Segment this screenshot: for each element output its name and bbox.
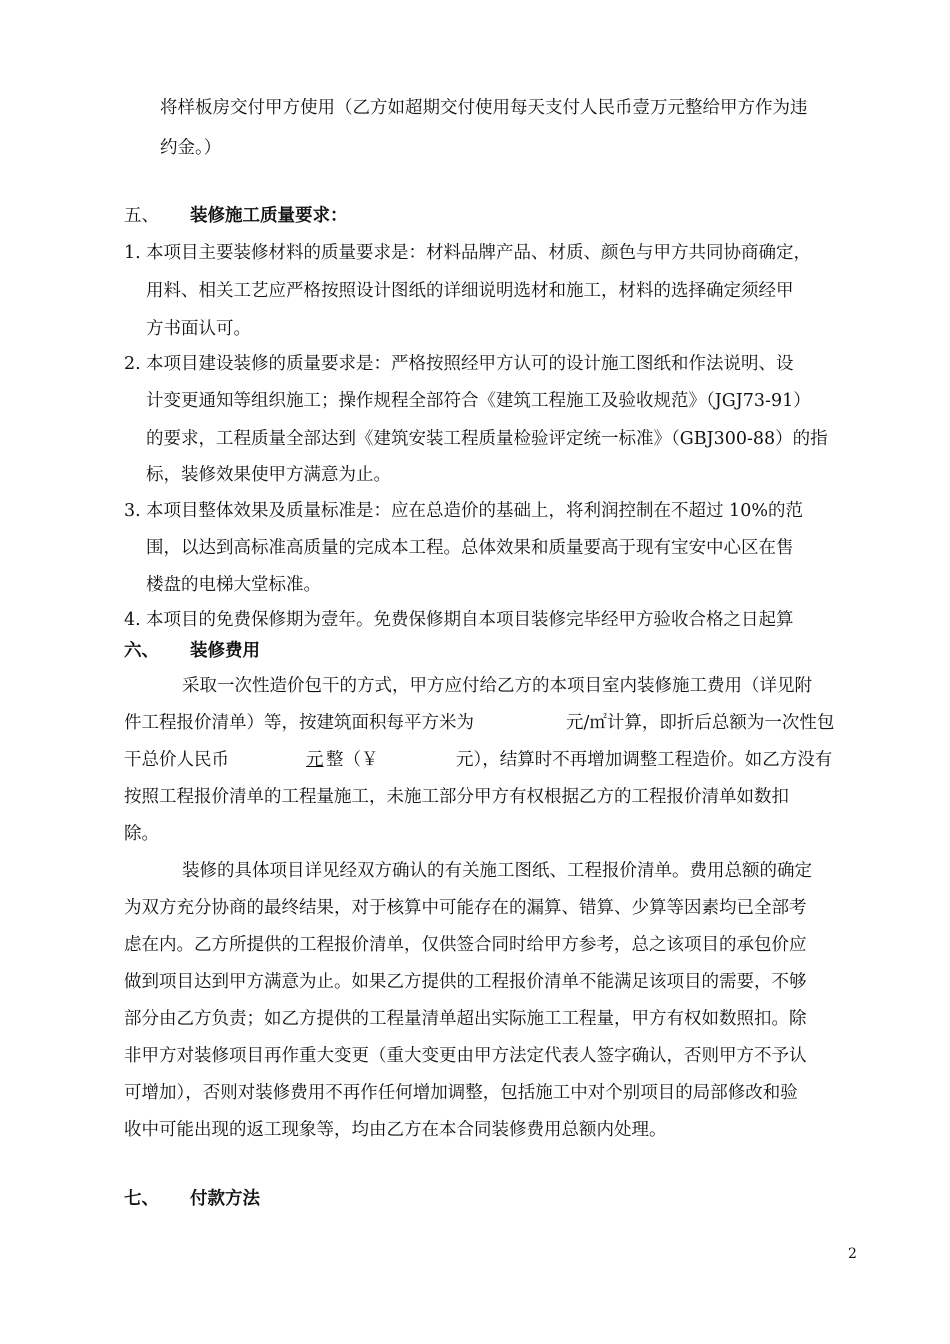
fee-para2-line: 做到项目达到甲方满意为止。如果乙方提供的工程报价清单不能满足该项目的需要，不够 xyxy=(124,972,807,992)
item-2-line: 的要求，工程质量全部达到《建筑安装工程质量检验评定统一标准》（GBJ300-88）的指 xyxy=(146,429,828,449)
fee-para-line: 件工程报价清单）等，按建筑面积每平方米为 xyxy=(124,713,474,733)
fee-para2-line: 非甲方对装修项目再作重大变更（重大变更由甲方法定代表人签字确认，否则甲方不予认 xyxy=(124,1046,807,1066)
fee-para2-line: 部分由乙方负责；如乙方提供的工程量清单超出实际施工工程量，甲方有权如数照扣。除 xyxy=(124,1009,807,1029)
item-1-line: 方书面认可。 xyxy=(146,319,251,339)
fee-para-line: 采取一次性造价包干的方式，甲方应付给乙方的本项目室内装修施工费用（详见附 xyxy=(182,676,812,696)
fee-para2-line: 虑在内。乙方所提供的工程报价清单，仅供签合同时给甲方参考，总之该项目的承包价应 xyxy=(124,935,807,955)
section-7-title: 付款方法 xyxy=(190,1189,260,1209)
fee-para-line: 按照工程报价清单的工程量施工，未施工部分甲方有权根据乙方的工程报价清单如数扣 xyxy=(124,787,789,807)
item-2-line: 计变更通知等组织施工；操作规程全部符合《建筑工程施工及验收规范》（JGJ73-91） xyxy=(146,391,811,411)
fee-para-line: 元/㎡计算，即折后总额为一次性包 xyxy=(566,713,835,733)
page-number: 2 xyxy=(848,1246,857,1262)
fee-para-line: 除。 xyxy=(124,824,159,844)
fee-para2-line: 可增加），否则对装修费用不再作任何增加调整，包括施工中对个别项目的局部修改和验 xyxy=(124,1083,798,1103)
section-6-number: 六、 xyxy=(124,641,159,661)
item-3-line: 围，以达到高标准高质量的完成本工程。总体效果和质量要高于现有宝安中心区在售 xyxy=(146,538,794,558)
item-2-line: 本项目建设装修的质量要求是：严格按照经甲方认可的设计施工图纸和作法说明、设 xyxy=(146,354,794,374)
fee-para2-line: 收中可能出现的返工现象等，均由乙方在本合同装修费用总额内处理。 xyxy=(124,1120,667,1140)
intro-line-1: 将样板房交付甲方使用（乙方如超期交付使用每天支付人民币壹万元整给甲方作为违 xyxy=(160,98,808,118)
item-4-number: 4. xyxy=(124,610,141,630)
item-3-line: 楼盘的电梯大堂标准。 xyxy=(146,575,321,595)
fee-para-underlined-unit: 元 xyxy=(306,750,324,770)
fee-para-line: 整（￥ xyxy=(326,750,379,770)
item-1-line: 用料、相关工艺应严格按照设计图纸的详细说明选材和施工，材料的选择确定须经甲 xyxy=(146,281,794,301)
section-5-number: 五、 xyxy=(124,206,159,226)
section-7-number: 七、 xyxy=(124,1189,159,1209)
item-3-line: 本项目整体效果及质量标准是：应在总造价的基础上，将利润控制在不超过 10%的范 xyxy=(146,501,803,521)
fee-para2-line: 为双方充分协商的最终结果，对于核算中可能存在的漏算、错算、少算等因素均已全部考 xyxy=(124,898,807,918)
section-6-title: 装修费用 xyxy=(190,641,260,661)
item-1-number: 1. xyxy=(124,243,141,263)
intro-line-2: 约金。） xyxy=(160,138,222,158)
item-2-number: 2. xyxy=(124,354,141,374)
section-5-title: 装修施工质量要求： xyxy=(190,206,348,226)
fee-para-line: 干总价人民币 xyxy=(124,750,229,770)
item-3-number: 3. xyxy=(124,501,141,521)
fee-para-line: 元），结算时不再增加调整工程造价。如乙方没有 xyxy=(456,750,833,770)
fee-para2-line: 装修的具体项目详见经双方确认的有关施工图纸、工程报价清单。费用总额的确定 xyxy=(182,861,812,881)
item-2-line: 标，装修效果使甲方满意为止。 xyxy=(146,465,391,485)
item-1-line: 本项目主要装修材料的质量要求是：材料品牌产品、材质、颜色与甲方共同协商确定， xyxy=(146,243,811,263)
item-4-line: 本项目的免费保修期为壹年。免费保修期自本项目装修完毕经甲方验收合格之日起算 xyxy=(146,610,794,630)
